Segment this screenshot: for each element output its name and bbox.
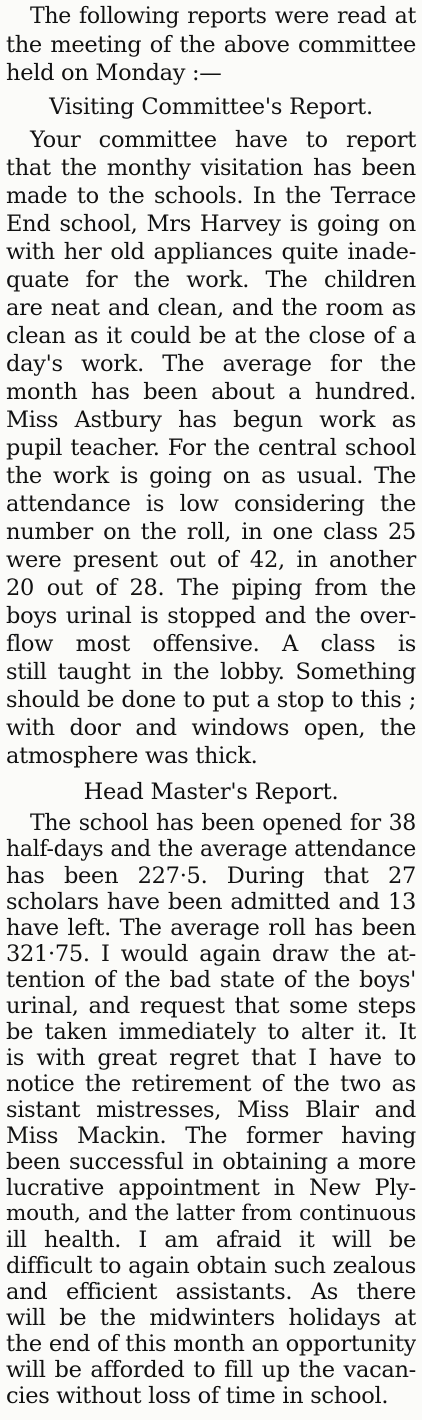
visiting-report-line: number on the roll, in one class 25: [6, 519, 416, 545]
visiting-report-line: should be done to put a stop to this ;: [6, 687, 416, 713]
headmaster-report-line: sistant mistresses, Miss Blair and: [6, 1097, 416, 1123]
headmaster-report-line: be taken immediately to alter it. It: [6, 1019, 416, 1045]
headmaster-report-line: will be the midwinters holidays at: [6, 1305, 416, 1331]
headmaster-report-line: have left. The average roll has been: [6, 915, 416, 941]
visiting-report-line: with her old appliances quite inade-: [6, 239, 416, 265]
headmaster-report-line: half-days and the average attendance: [6, 837, 416, 862]
headmaster-report-line: tention of the bad state of the boys': [6, 967, 416, 993]
headmaster-report-line: difficult to again obtain such zealous: [6, 1253, 416, 1279]
visiting-report-line: day's work. The average for the: [6, 351, 416, 377]
visiting-report-heading: Visiting Committee's Report.: [49, 94, 373, 120]
headmaster-report-line: mouth, and the latter from continuous: [6, 1201, 416, 1226]
headmaster-report-line: scholars have been admitted and 13: [6, 889, 416, 915]
intro-line: the meeting of the above committee: [6, 32, 416, 58]
visiting-report-line: with door and windows open, the: [6, 715, 416, 741]
visiting-report-line: month has been about a hundred.: [6, 379, 416, 405]
headmaster-report-line: 321·75. I would again draw the at-: [6, 941, 416, 967]
visiting-report-line: 20 out of 28. The piping from the: [6, 575, 416, 601]
visiting-report-line: are neat and clean, and the room as: [6, 295, 416, 321]
headmaster-report-line: and efficient assistants. As there: [6, 1279, 416, 1305]
headmaster-report-line: cies without loss of time in school.: [6, 1383, 389, 1409]
visiting-report-line: were present out of 42, in another: [6, 547, 416, 573]
intro-line: The following reports were read at: [30, 4, 416, 29]
visiting-report-line: End school, Mrs Harvey is going on: [6, 211, 416, 237]
visiting-report-line: still taught in the lobby. Something: [6, 659, 416, 685]
visiting-report-line: Your committee have to report: [30, 127, 416, 153]
visiting-report-line: that the monthy visitation has been: [6, 155, 416, 181]
headmaster-report-line: urinal, and request that some steps: [6, 993, 416, 1019]
headmaster-report-line: the end of this month an opportunity: [6, 1331, 416, 1357]
visiting-report-line: attendance is low considering the: [6, 491, 416, 517]
headmaster-report-heading: Head Master's Report.: [83, 779, 339, 805]
headmaster-report-line: The school has been opened for 38: [30, 811, 416, 836]
headmaster-report-line: is with great regret that I have to: [6, 1045, 416, 1071]
headmaster-report-line: ill health. I am afraid it will be: [6, 1227, 416, 1253]
headmaster-report-line: been successful in obtaining a more: [6, 1149, 416, 1175]
visiting-report-line: the work is going on as usual. The: [6, 463, 416, 489]
visiting-report-line: made to the schools. In the Terrace: [6, 183, 416, 209]
visiting-report-line: Miss Astbury has begun work as: [6, 407, 416, 433]
headmaster-report-line: lucrative appointment in New Ply-: [6, 1175, 416, 1201]
headmaster-report-line: will be afforded to fill up the vacan-: [6, 1357, 416, 1383]
headmaster-report-line: has been 227·5. During that 27: [6, 863, 416, 889]
visiting-report-line: pupil teacher. For the central school: [6, 435, 416, 461]
visiting-report-line: flow most offensive. A class is: [6, 631, 416, 657]
visiting-report-line: atmosphere was thick.: [6, 743, 258, 769]
visiting-report-line: boys urinal is stopped and the over-: [6, 603, 416, 629]
visiting-report-line: quate for the work. The children: [6, 267, 416, 293]
headmaster-report-line: Miss Mackin. The former having: [6, 1123, 416, 1149]
headmaster-report-line: notice the retirement of the two as: [6, 1071, 416, 1097]
visiting-report-line: clean as it could be at the close of a: [6, 323, 416, 349]
intro-line: held on Monday :—: [6, 60, 222, 86]
